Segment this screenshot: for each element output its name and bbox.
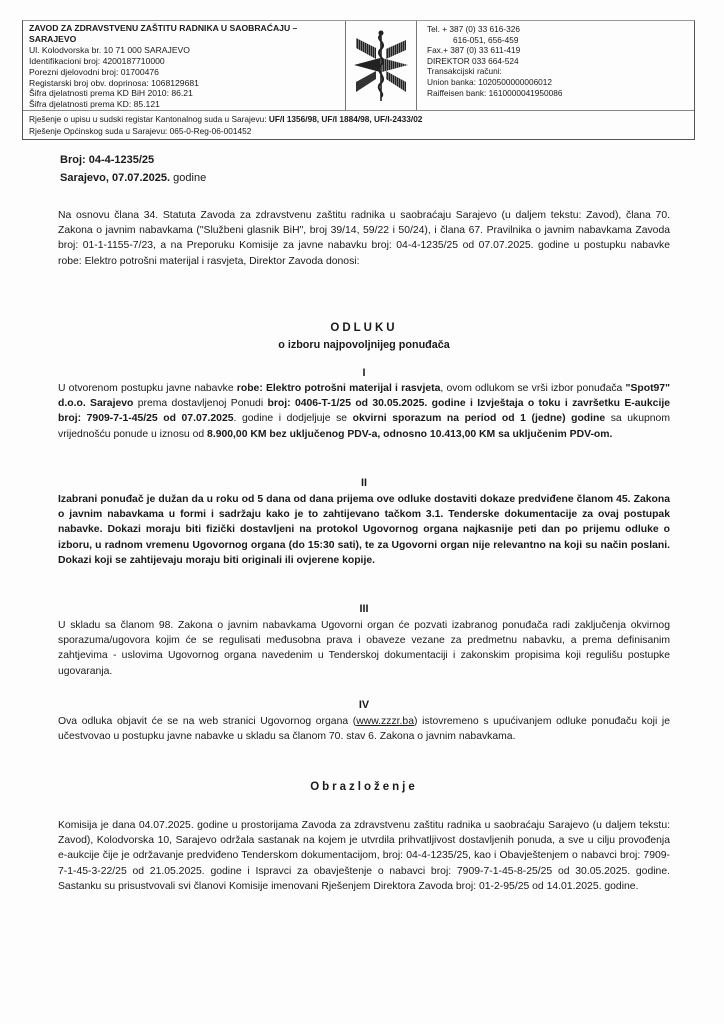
caduceus-emblem-icon [346, 21, 416, 110]
activity-code: Šifra djelatnosti prema KD: 85.121 [29, 99, 160, 110]
section-ii-paragraph: Izabrani ponuđač je dužan da u roku od 5 dana od dana prijema ove odluke dostaviti dokaze predviđene članom 45. Zakona o javnim nabavkama u formi i sadržaju kako je to zahtijevano tačkom 3.1. Tenderske dokumentacije za ovaj postupak nabavke. Dokazi moraju biti fizički dostavljeni na protokol Ugovornog organa najkasnije peti dan po prijemu odluke o izboru, u radnom vremenu Ugovornog organa (do 15:30 sati), te za Ugovorni organ nije relevantno na koji su način poslani. Dokazi koji se zahtijevaju moraju biti originali ili ovjerene kopije. [58, 494, 670, 566]
cantonal-court-numbers: UF/I 1356/98, UF/I 1884/98, UF/I-2433/02 [268, 114, 423, 124]
text: U otvorenom postupku javne nabavke [58, 383, 237, 394]
section-i-heading: I [362, 367, 366, 379]
accounts-label: Transakcijski računi: [427, 66, 502, 77]
place-date-suffix: godine [170, 172, 207, 184]
institution-city: SARAJEVO [29, 33, 77, 44]
text: . godine i dodjeljuje se [233, 413, 353, 425]
document-reference [60, 151, 206, 187]
place-date-value: Sarajevo, 07.07.2025. [60, 172, 171, 184]
text: Ova odluka objavit će se na web stranici Ugovornog organa ( [58, 716, 357, 727]
agreement-period: okvirni sporazum na period od 1 (jedne) godine [352, 413, 606, 425]
institution-address: Ul. Kolodvorska br. 10 71 000 SARAJEVO [29, 44, 190, 55]
municipal-court-registration: Rješenje Općinskog suda u Sarajevu: 065-0-Reg-06-001452 [29, 126, 252, 136]
document-place-date [60, 169, 206, 187]
decision-title: ODLUKU [330, 322, 398, 334]
contact-details [427, 24, 687, 98]
procurement-subject: robe: Elektro potrošni materijal i rasvjeta [236, 383, 441, 394]
cantonal-court-registration [29, 113, 422, 125]
preamble-paragraph: Na osnovu člana 34. Statuta Zavoda za zdravstvenu zaštitu radnika u saobraćaju Sarajevo (u daljem tekstu: Zavod), člana 70. Zakona o javnim nabavkama ("Službeni glasnik BiH", broj 39/14, 59/22 i 50/24), i člana 67. Pravilnika o javnim nabavkama Zavoda broj: 01-1-1155-7/23, a na Preporuku Komisije za javne nabavku broj: 04-4-1235/25 od 07.07.2025. godine u postupku nabavke robe: Elektro potrošni materijal i rasvjeta, Direktor Zavoda donosi: [58, 210, 670, 267]
telephone-extra: 616-051, 656-459 [453, 34, 519, 45]
reasoning-paragraph: Komisija je dana 04.07.2025. godine u prostorijama Zavoda za zdravstvenu zaštitu radnika u saobraćaju Sarajevo (u daljem tekstu: Zavod), Kolodvorska 10, Sarajevo održala sastanak na kojem je utvrdila prihvatljivost dostavljenih ponuda, a sve u cilju provođenja e-aukcije čije je održavanje predviđeno Tenderskom dokumentacijom, broj: 04-4-1235/25, kao i Obavještenjem o nabavci broj: 7909-7-1-45-3-22/25 od 21.05.2025. godine i Ispravci za obavještenje o nabavci broj: 7909-7-1-45-8-25/25 od 30.05.2025. godine. Sastanku su prisustvovali svi članovi Komisije imenovani Rješenjem Direktora Zavoda broj: 01-2-95/25 od 14.01.2025. godine. [58, 820, 670, 892]
text: sa ukupnom vrijednošću ponude u iznosu od [58, 413, 670, 440]
section-iii-heading: III [359, 603, 369, 615]
director-phone: DIREKTOR 033 664-524 [427, 55, 519, 66]
section-iv-heading: IV [358, 699, 370, 711]
letterhead-box [22, 20, 695, 140]
id-number: Identifikacioni broj: 4200187710000 [29, 55, 165, 66]
court-registration [29, 113, 422, 137]
union-bank-account: Union banka: 1020500000006012 [427, 76, 553, 87]
text: prema dostavljenoj Ponudi [133, 398, 268, 410]
text: , ovom odlukom se vrši izbor ponuđača [440, 383, 626, 394]
fax: Fax.+ 387 (0) 33 611-419 [427, 45, 521, 56]
reasoning-heading: Obrazloženje [310, 781, 418, 793]
decision-subtitle: o izboru najpovoljnijeg ponuđača [278, 339, 450, 351]
institution-details [29, 23, 329, 110]
institution-name: ZAVOD ZA ZDRAVSTVENU ZAŠTITU RADNIKA U SAOBRAĆAJU – [29, 23, 298, 33]
tax-number: Porezni djelovodni broj: 01700476 [29, 66, 159, 77]
section-iv-paragraph [58, 714, 670, 744]
website-link[interactable]: www.zzzr.ba [356, 716, 414, 727]
telephone: Tel. + 387 (0) 33 616-326 [427, 24, 520, 34]
cantonal-court-label: Rješenje o upisu u sudski registar Kantonalnog suda u Sarajevu: [29, 114, 269, 124]
contract-value: 8.900,00 KM bez uključenog PDV-a, odnosno 10.413,00 KM sa uključenim PDV-om. [207, 428, 613, 440]
selected-bidder: "Spot97" d.o.o. Sarajevo [58, 383, 671, 410]
letterhead-top-row [23, 21, 694, 111]
section-ii-heading: II [361, 477, 367, 489]
section-iii-paragraph: U skladu sa članom 98. Zakona o javnim nabavkama Ugovorni organ će pozvati izabranog ponuđača radi zaključenja okvirnog sporazuma/ugovora kojim će se regulisati međusobna prava i obaveze vezane za predmetnu nabavku, a prema definisanim zahtjevima - uslovima Ugovornog organa navedenim u Tenderskoj dokumentaciji i zakonskim propisima koji regulišu postupke ugovaranja. [58, 620, 670, 677]
text: ) istovremeno s upućivanjem odluke ponuđaču koji je učestvovao u postupku javne nabavke u skladu sa članom 70. stav 6. Zakona o javnim nabavkama. [58, 716, 670, 743]
activity-code-2010: Šifra djelatnosti prema KD BiH 2010: 86.21 [29, 88, 193, 99]
raiffeisen-bank-account: Raiffeisen bank: 1610000041950086 [427, 87, 563, 98]
section-i-paragraph [58, 381, 670, 442]
institution-logo [345, 21, 417, 110]
document-number: Broj: 04-4-1235/25 [60, 154, 155, 166]
offer-reference: broj: 0406-T-1/25 od 30.05.2025. godine i Izvještaja o toku i završetku E-aukcije broj: 7909-7-1-45/25 od 07.07.2025 [58, 398, 670, 425]
registration-number: Registarski broj obv. doprinosa: 1068129681 [29, 77, 199, 88]
